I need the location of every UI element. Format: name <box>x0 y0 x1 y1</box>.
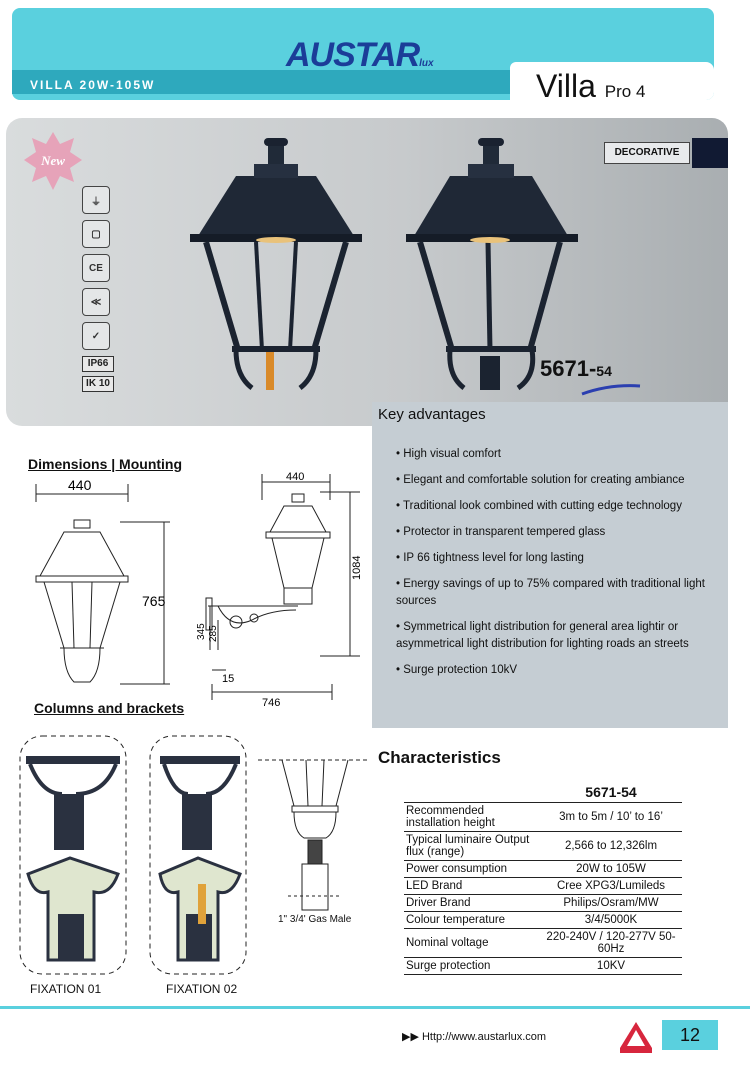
characteristics-table <box>404 782 682 975</box>
table-row <box>404 912 682 929</box>
table-row <box>404 929 682 958</box>
spec-value: 220-240V / 120-277V 50-60Hz <box>540 929 682 958</box>
ground-icon: ⏚ <box>82 186 110 214</box>
ip66-badge: IP66 <box>82 356 114 372</box>
class-ii-icon: ▢ <box>82 220 110 248</box>
dimensions-title: Dimensions | Mounting <box>28 456 183 472</box>
spec-key: Power consumption <box>404 861 540 878</box>
table-row <box>404 895 682 912</box>
footer-divider <box>0 1006 750 1009</box>
wall-mount-dimension-drawing <box>196 470 370 710</box>
list-item: • IP 66 tightness level for long lasting <box>396 552 584 564</box>
list-item: • Elegant and comfortable solution for creating ambiance <box>396 474 685 486</box>
spec-value: 20W to 105W <box>540 861 682 878</box>
spec-key: LED Brand <box>404 878 540 895</box>
spec-key: Recommended installation height <box>404 803 540 832</box>
spec-key: Surge protection <box>404 958 540 975</box>
side-height-label: 1084 <box>351 555 363 580</box>
weee-icon: ≪ <box>82 288 110 316</box>
list-item: • Traditional look combined with cutting edge technology <box>396 500 682 512</box>
front-width-label: 440 <box>68 477 92 493</box>
product-code-suffix: 54 <box>596 363 612 379</box>
ce-icon: CE <box>82 254 110 282</box>
table-row <box>404 832 682 861</box>
front-dimension-drawing <box>24 476 174 696</box>
certification-icons <box>82 186 112 396</box>
decorative-tag-block <box>692 138 728 168</box>
table-row <box>404 958 682 975</box>
austar-footer-logo-icon <box>618 1020 654 1054</box>
key-advantages-title: Key advantages <box>378 406 486 423</box>
model-name: Villa <box>536 68 596 104</box>
key-advantages-list <box>396 446 714 688</box>
table-row <box>404 861 682 878</box>
lantern-front-image <box>176 136 376 394</box>
page-title <box>536 68 645 105</box>
gas-male-label: 1" 3/4' Gas Male <box>278 914 352 925</box>
product-code-main: 5671- <box>540 356 597 381</box>
spec-key: Driver Brand <box>404 895 540 912</box>
product-code <box>540 356 612 382</box>
list-item: • High visual comfort <box>396 448 502 460</box>
side-width-label: 440 <box>286 471 305 483</box>
arrows-icon: ▶▶ <box>402 1031 419 1043</box>
page-number: 12 <box>662 1020 718 1050</box>
spec-value: 3m to 5m / 10’ to 16’ <box>540 803 682 832</box>
rohs-icon: ✓ <box>82 322 110 350</box>
decorative-tag: DECORATIVE <box>604 142 690 164</box>
footer-url[interactable] <box>402 1030 546 1043</box>
logo-sub-text: lux <box>419 58 434 69</box>
spec-key: Typical luminaire Output flux (range) <box>404 832 540 861</box>
characteristics-title: Characteristics <box>378 748 501 767</box>
table-header-row <box>404 782 682 803</box>
table-row <box>404 878 682 895</box>
ik10-badge: IK 10 <box>82 376 114 392</box>
austar-logo <box>286 36 486 74</box>
bracket-height-1-label: 345 <box>196 623 207 640</box>
fixation-drawings <box>14 734 254 982</box>
table-model-header: 5671-54 <box>540 782 682 803</box>
model-version: Pro 4 <box>604 82 646 101</box>
bracket-height-2-label: 285 <box>208 625 219 642</box>
table-row <box>404 803 682 832</box>
list-item: • Energy savings of up to 75% compared with traditional light sources <box>396 578 705 607</box>
gas-fitting-drawing <box>258 756 368 912</box>
columns-title: Columns and brackets <box>34 700 185 716</box>
new-badge-label: New <box>41 153 65 168</box>
spec-key: Colour temperature <box>404 912 540 929</box>
fixation-02-label: FIXATION 02 <box>166 982 238 996</box>
fixation-01-label: FIXATION 01 <box>30 982 102 996</box>
spec-value: 2,566 to 12,326lm <box>540 832 682 861</box>
logo-main-text: AUSTAR <box>286 36 420 74</box>
spec-value: Philips/Osram/MW <box>540 895 682 912</box>
swoosh-icon <box>580 384 642 396</box>
spec-value: 10KV <box>540 958 682 975</box>
product-range: VILLA 20W-105W <box>30 78 156 92</box>
spec-value: 3/4/5000K <box>540 912 682 929</box>
new-starburst-icon <box>22 130 84 192</box>
bracket-offset-label: 15 <box>222 673 235 685</box>
spec-key: Nominal voltage <box>404 929 540 958</box>
website-link[interactable]: Http://www.austarlux.com <box>421 1031 547 1043</box>
bracket-length-label: 746 <box>262 697 281 709</box>
list-item: • Surge protection 10kV <box>396 664 518 676</box>
list-item: • Protector in transparent tempered glass <box>396 526 606 538</box>
list-item: • Symmetrical light distribution for general area lightir or asymmetrical light distribution for lighting roads an streets <box>396 621 689 650</box>
front-height-label: 765 <box>142 593 166 609</box>
spec-value: Cree XPG3/Lumileds <box>540 878 682 895</box>
